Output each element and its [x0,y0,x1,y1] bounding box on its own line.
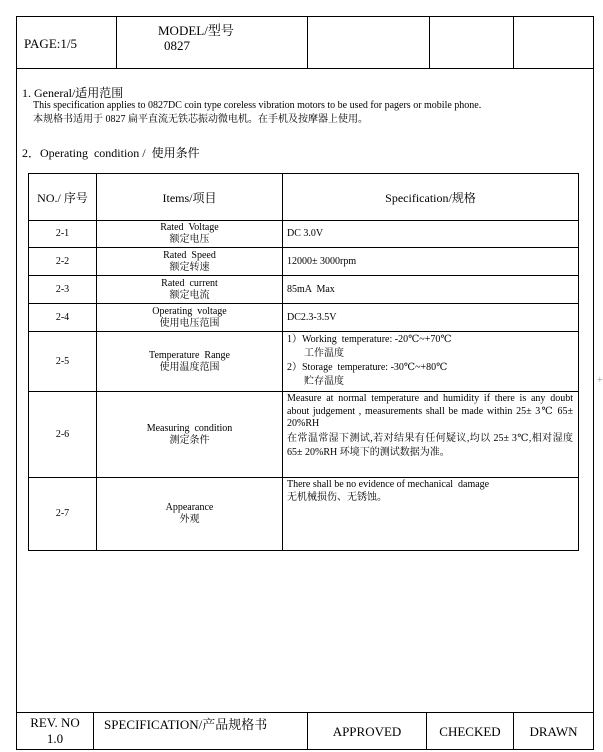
header-no: NO./ 序号 [37,190,88,205]
general-text-cn: 本规格书适用于 0827 扁平直流无铁芯振动微电机。在手机及按摩器上使用。 [33,114,368,125]
row-item [97,392,282,477]
model-label: MODEL/型号 [158,23,234,38]
operating-title: 2．Operating condition / 使用条件 [22,146,200,160]
row-item-cn: 外观 [179,514,200,525]
row-spec: DC 3.0V [287,228,324,239]
row-spec-line: 2）Storage temperature: -30℃~+80℃ [287,362,448,373]
revision [17,713,93,749]
row-no: 2-7 [55,508,70,519]
row-item-en: Measuring condition [146,422,233,434]
row-item-en: Rated Speed [163,249,216,261]
checked-label: CHECKED [439,724,501,739]
row-item [97,304,282,331]
row-spec-line: 工作温度 [304,348,344,359]
row-item [97,332,282,391]
row-item [97,478,282,550]
row-item-en: Rated Voltage [160,222,219,233]
row-spec-cn: 在常温常湿下测试,若对结果有任何疑议,均以 25± 3℃,相对湿度 65± 20%RH 环境下的测试数据为准。 [287,433,573,458]
row-no: 2-3 [55,283,70,295]
page-number: PAGE:1/5 [24,36,77,51]
row-spec: 85mA Max [287,284,335,295]
row-item [97,276,282,303]
header-spec: Specification/规格 [385,190,476,205]
rev-label: REV. NO [30,715,80,730]
row-spec: 12000± 3000rpm [287,256,357,267]
row-no: 2-5 [55,355,70,367]
row-spec-en: There shall be no evidence of mechanical damage [287,479,490,490]
row-no: 2-1 [55,228,70,239]
row-item-cn: 额定电压 [169,234,210,245]
row-item-en: Appearance [165,502,214,513]
row-item-en: Operating voltage [152,305,227,317]
row-spec-line: 贮存温度 [304,376,344,387]
header-items: Items/项目 [162,190,217,205]
rev-value: 1.0 [46,731,64,746]
row-item-cn: 使用温度范围 [159,361,220,373]
model-value: 0827 [164,38,190,53]
row-item [97,221,282,247]
row-no: 2-4 [55,311,70,323]
row-item-en: Temperature Range [149,349,230,361]
row-item-cn: 使用电压范围 [159,317,220,329]
row-item-en: Rated current [161,277,218,289]
row-item-cn: 额定电流 [169,289,210,301]
row-item [97,248,282,275]
page-edge-marker: + [597,375,603,386]
row-spec-line: 1）Working temperature: -20℃~+70℃ [287,334,452,345]
general-title: 1. General/适用范围 [22,86,124,100]
row-no: 2-6 [55,428,70,440]
approved-label: APPROVED [332,724,402,739]
row-item-cn: 测定条件 [169,434,210,446]
row-spec: DC2.3-3.5V [287,312,337,323]
row-item-cn: 额定转速 [169,261,210,273]
row-no: 2-2 [55,255,70,267]
doc-title: SPECIFICATION/产品规格书 [104,717,268,732]
drawn-label: DRAWN [529,724,578,739]
general-text-en: This specification applies to 0827DC coin type coreless vibration motors to be used for pagers or mobile phone. [33,100,482,111]
row-spec-cn: 无机械损伤、无锈蚀。 [287,492,387,503]
row-spec-en: Measure at normal temperature and humidity if there is any doubt about judgement , measurements shall be made within 25± 3℃ 65± 20%RH [287,393,573,429]
